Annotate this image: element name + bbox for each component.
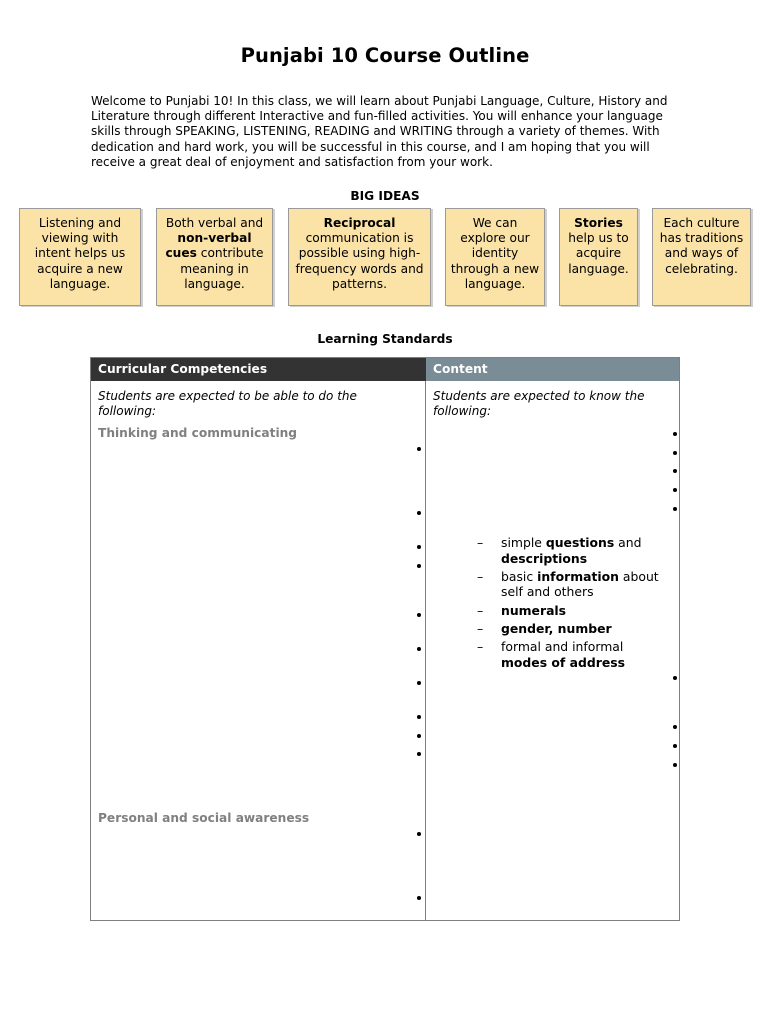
page-title: Punjabi 10 Course Outline (240, 44, 530, 67)
content-emphasis: descriptions (501, 550, 588, 566)
big-idea-emphasis: Reciprocal (323, 216, 396, 230)
bullet-marker (417, 647, 421, 651)
competencies-lead: Students are expected to be able to do the following: (98, 389, 357, 419)
content-emphasis: modes of address (501, 654, 625, 670)
bullet-marker (673, 488, 677, 492)
learning-standards-heading: Learning Standards (317, 332, 453, 346)
dash-marker: – (477, 602, 484, 618)
bullet-marker (417, 613, 421, 617)
bullet-marker (417, 564, 421, 568)
big-ideas-heading: BIG IDEAS (350, 189, 420, 203)
content-emphasis: information (537, 568, 619, 584)
column-divider (425, 381, 426, 921)
big-idea-card (445, 208, 545, 306)
content-list (477, 535, 672, 673)
big-idea-card (156, 208, 273, 306)
big-idea-text: Listening and viewing with intent helps us acquire a new language. (34, 216, 126, 291)
content-text: simple (501, 535, 546, 550)
content-list-item (477, 639, 672, 670)
bullet-marker (417, 896, 421, 900)
bullet-marker (673, 469, 677, 473)
big-idea-emphasis: Stories (574, 216, 623, 230)
content-emphasis: numerals (501, 602, 567, 618)
bullet-marker (673, 451, 677, 455)
big-idea-card (288, 208, 431, 306)
dash-marker: – (477, 535, 484, 550)
bullet-marker (417, 681, 421, 685)
content-list-item (477, 603, 672, 619)
big-idea-card (559, 208, 638, 306)
bullet-marker (417, 511, 421, 515)
learning-standards-table (90, 357, 680, 921)
content-list-item (477, 621, 672, 637)
content-text: about self and others (501, 568, 659, 600)
big-idea-text: Both verbal and (165, 216, 264, 230)
bullet-marker (417, 715, 421, 719)
big-idea-card (652, 208, 751, 306)
big-idea-card (19, 208, 141, 306)
content-header: Content (426, 358, 679, 381)
bullet-marker (673, 676, 677, 680)
content-list-item (477, 535, 672, 566)
bullet-marker (417, 734, 421, 738)
bullet-marker (673, 744, 677, 748)
big-idea-text: contribute meaning in language. (180, 246, 264, 291)
curricular-competencies-header: Curricular Competencies (91, 358, 426, 381)
intro-paragraph: Welcome to Punjabi 10! In this class, we will learn about Punjabi Language, Culture, History and Literature through different Interactive and fun-filled activities. You will enhance your language skills through SPEAKING, LISTENING, READING and WRITING through a variety of themes. With dedication and hard work, you will be successful in this course, and I am hoping that you will receive a great deal of enjoyment and satisfaction from your work. (91, 94, 668, 169)
bullet-marker (417, 832, 421, 836)
content-text: formal and informal (501, 638, 624, 654)
bullet-marker (673, 432, 677, 436)
content-emphasis: questions (545, 535, 615, 550)
content-list-item (477, 569, 672, 600)
big-idea-text: help us to acquire language. (568, 231, 629, 276)
bullet-marker (417, 752, 421, 756)
big-idea-emphasis: non-verbal cues (165, 231, 252, 261)
dash-marker: – (477, 620, 484, 636)
thinking-communicating-subhead: Thinking and communicating (98, 426, 298, 440)
dash-marker: – (477, 568, 484, 584)
content-emphasis: gender, number (501, 620, 612, 636)
bullet-marker (417, 545, 421, 549)
bullet-marker (673, 763, 677, 767)
dash-marker: – (477, 638, 484, 654)
personal-social-subhead: Personal and social awareness (98, 811, 310, 825)
big-idea-text: communication is possible using high-frequency words and patterns. (295, 231, 424, 291)
big-idea-text: We can explore our identity through a new language. (450, 216, 540, 291)
bullet-marker (673, 725, 677, 729)
big-idea-text: Each culture has traditions and ways of celebrating. (659, 216, 744, 276)
bullet-marker (673, 507, 677, 511)
bullet-marker (417, 447, 421, 451)
content-text: basic (501, 568, 538, 584)
content-lead: Students are expected to know the following: (433, 389, 645, 419)
content-text: and (614, 535, 642, 550)
